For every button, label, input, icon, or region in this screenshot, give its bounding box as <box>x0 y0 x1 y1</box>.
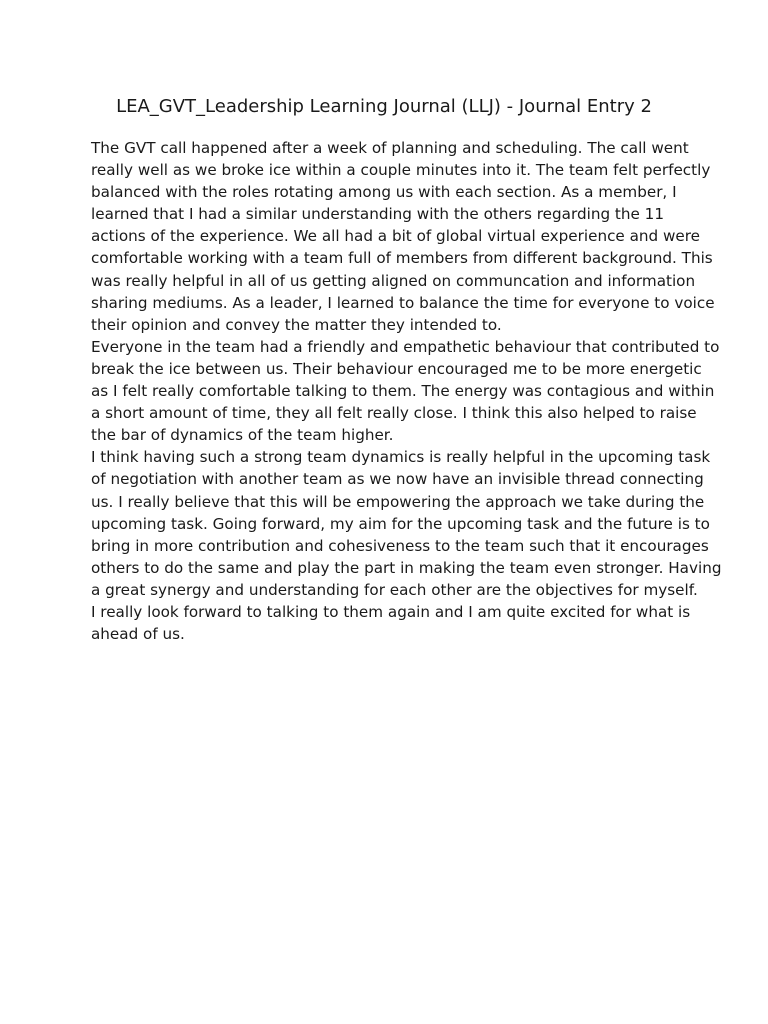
body-line: of negotiation with another team as we now have an invisible thread connecting <box>91 470 704 489</box>
body-line: upcoming task. Going forward, my aim for the upcoming task and the future is to <box>91 514 710 533</box>
body-line: a short amount of time, they all felt really close. I think this also helped to raise <box>91 404 697 423</box>
body-line: really well as we broke ice within a couple minutes into it. The team felt perfectly <box>91 161 711 180</box>
document-body <box>91 137 722 645</box>
body-line: a great synergy and understanding for each other are the objectives for myself. <box>91 580 698 599</box>
body-line: learned that I had a similar understanding with the others regarding the 11 <box>91 205 664 224</box>
body-line: the bar of dynamics of the team higher. <box>91 426 394 445</box>
body-line: their opinion and convey the matter they intended to. <box>91 315 502 334</box>
body-line: as I felt really comfortable talking to them. The energy was contagious and within <box>91 382 715 401</box>
body-line: us. I really believe that this will be empowering the approach we take during the <box>91 492 705 511</box>
body-line: was really helpful in all of us getting aligned on communcation and information <box>91 271 696 290</box>
document-title: LEA_GVT_Leadership Learning Journal (LLJ) - Journal Entry 2 <box>116 96 652 117</box>
body-line: actions of the experience. We all had a bit of global virtual experience and were <box>91 227 701 246</box>
body-line: comfortable working with a team full of members from different background. This <box>91 249 713 268</box>
body-line: balanced with the roles rotating among us with each section. As a member, I <box>91 183 677 202</box>
body-line: Everyone in the team had a friendly and empathetic behaviour that contributed to <box>91 337 720 356</box>
body-line: ahead of us. <box>91 625 185 644</box>
body-line: I really look forward to talking to them again and I am quite excited for what is <box>91 602 691 621</box>
body-line: others to do the same and play the part in making the team even stronger. Having <box>91 558 722 577</box>
body-line: The GVT call happened after a week of planning and scheduling. The call went <box>91 139 689 157</box>
body-line: bring in more contribution and cohesiveness to the team such that it encourages <box>91 536 709 555</box>
body-line: I think having such a strong team dynamics is really helpful in the upcoming task <box>91 448 711 467</box>
body-line: sharing mediums. As a leader, I learned to balance the time for everyone to voice <box>91 293 715 312</box>
body-line: break the ice between us. Their behaviour encouraged me to be more energetic <box>91 359 702 378</box>
